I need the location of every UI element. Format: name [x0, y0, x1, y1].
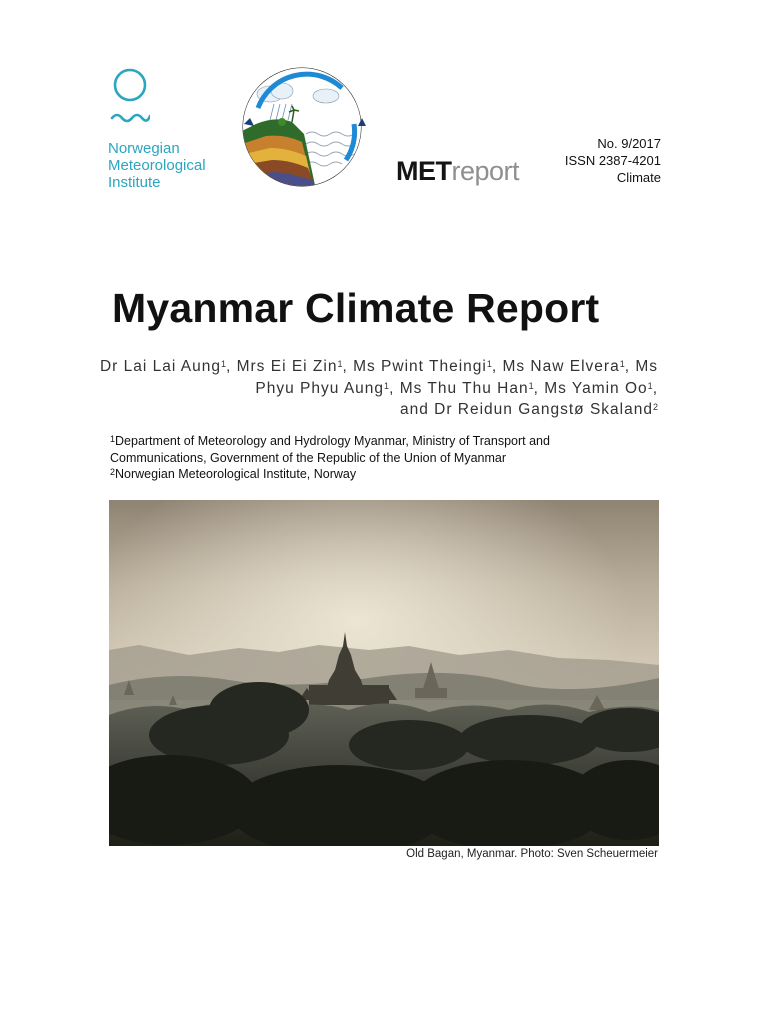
affiliation-2	[110, 466, 670, 483]
author-affil-mark: 1	[528, 380, 534, 391]
author-name: and Dr Reidun Gangstø Skaland	[399, 401, 653, 418]
author-affil-mark: 1	[486, 359, 492, 369]
metreport-wordmark	[396, 156, 519, 187]
author-affil-mark: 1	[384, 380, 390, 391]
author-name: Mrs Ei Ei Zin	[236, 358, 338, 375]
institute-name-line: Norwegian	[108, 140, 180, 157]
author-affil-mark: 1	[337, 359, 343, 369]
affiliation-1-cont: Communications, Government of the Republic of the Union of Myanmar	[110, 450, 507, 465]
photo-caption: Old Bagan, Myanmar. Photo: Sven Scheuermeier	[406, 848, 658, 860]
cover-photo	[109, 500, 659, 846]
affiliation-text: Norwegian Meteorological Institute, Norway	[115, 467, 357, 481]
affiliations	[110, 433, 670, 483]
report-info	[565, 135, 661, 186]
institute-name-line: Meteorological	[108, 157, 206, 174]
document-title: Myanmar Climate Report	[112, 285, 600, 331]
author-name: Dr Lai Lai Aung	[99, 358, 221, 375]
author-separator: ,	[342, 358, 354, 375]
met-institute-icon	[110, 68, 150, 128]
author-affil-mark: 1	[220, 359, 226, 369]
author-affil-mark: 1	[619, 359, 625, 369]
author-separator: ,	[491, 358, 503, 375]
report-category: Climate	[616, 170, 661, 185]
water-cycle-logo	[236, 64, 368, 190]
author-separator: ,	[624, 358, 636, 375]
author-name: Ms Naw Elvera	[502, 358, 620, 375]
author-separator: ,	[225, 358, 237, 375]
author-affil-mark: 1	[647, 380, 653, 391]
affiliation-mark: 1	[110, 434, 116, 444]
author-separator: ,	[652, 379, 658, 397]
metreport-bold: MET	[396, 156, 452, 186]
author-separator: ,	[533, 379, 545, 397]
bagan-photo	[109, 500, 659, 846]
author-name: Ms Pwint Theingi	[353, 358, 487, 375]
report-number: No. 9/2017	[597, 136, 661, 151]
met-institute-logo	[108, 68, 238, 193]
institute-name-line: Institute	[108, 174, 161, 191]
author-affil-mark: 2	[652, 402, 658, 412]
author-name: Ms Phyu Phyu Aung	[255, 358, 658, 397]
author-list	[98, 356, 658, 421]
author-name: Ms Thu Thu Han	[399, 379, 529, 397]
author-name: Ms Yamin Oo	[544, 379, 648, 397]
affiliation-1	[110, 433, 670, 450]
metreport-light: report	[451, 156, 520, 186]
affiliation-text: Department of Meteorology and Hydrology Myanmar, Ministry of Transport and	[115, 434, 550, 448]
affiliation-mark: 2	[110, 467, 116, 477]
report-issn: ISSN 2387-4201	[564, 153, 661, 168]
author-separator: ,	[389, 379, 400, 397]
